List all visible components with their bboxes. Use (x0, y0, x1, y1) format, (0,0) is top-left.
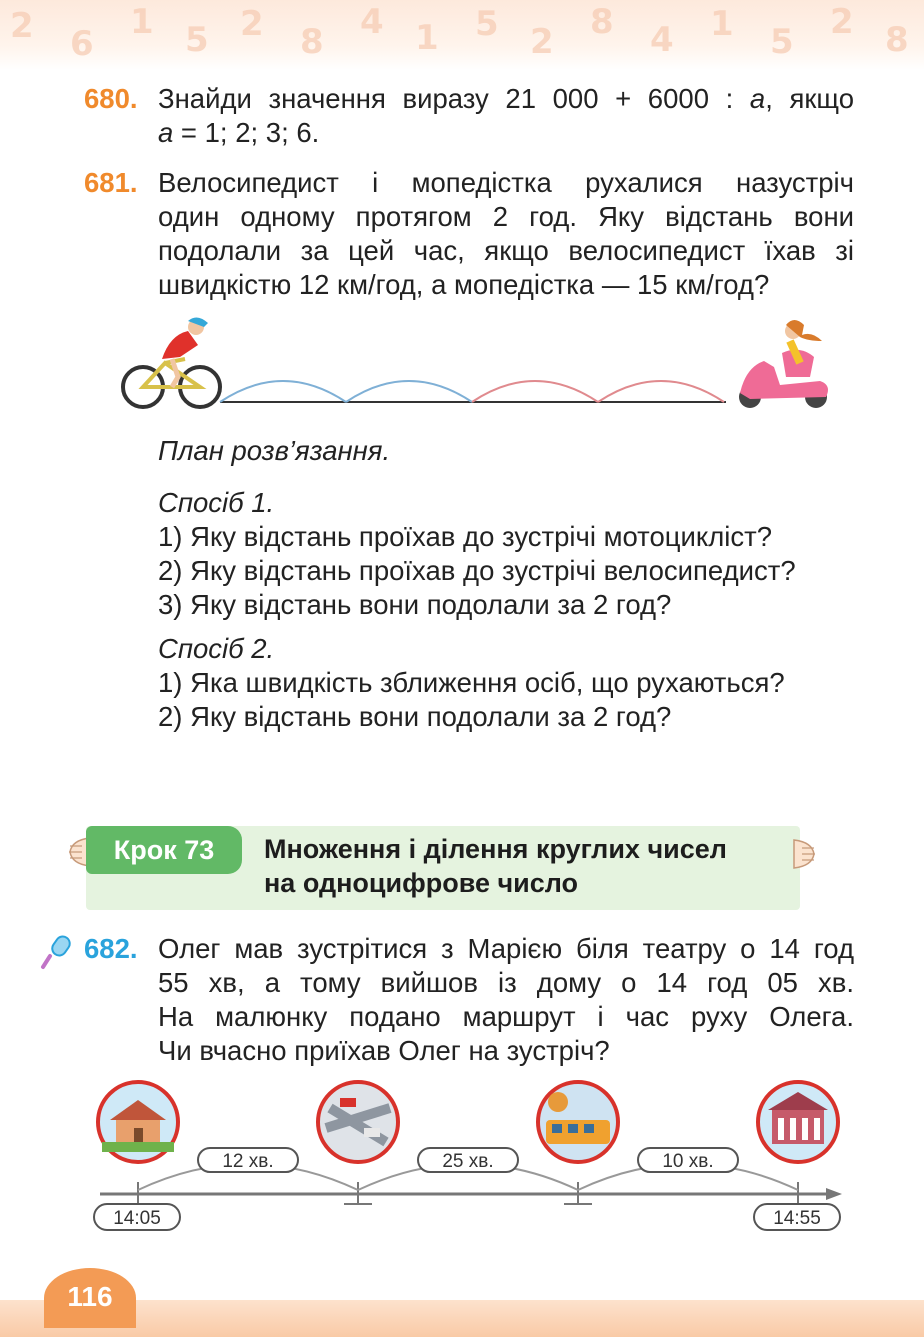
task-line: 55 хв, а тому вийшов із дому о 14 год 05 хв. (158, 967, 854, 998)
task-text (158, 82, 854, 150)
decor-digit: 5 (475, 4, 499, 44)
method-1 (158, 486, 858, 622)
end-time: 14:55 (773, 1208, 821, 1229)
plan-title: План розв’язання. (158, 435, 391, 466)
theater-icon (758, 1082, 838, 1162)
decor-digit: 6 (70, 24, 94, 64)
solution-plan (158, 434, 858, 468)
scooter-icon (739, 320, 828, 408)
segment-label: 12 хв. (222, 1151, 274, 1172)
hand-right-icon (790, 834, 820, 874)
distance-arc-blue (220, 381, 346, 402)
page-number: 116 (44, 1268, 136, 1328)
bottom-decor-band (0, 1300, 924, 1337)
distance-arc-red (472, 381, 598, 402)
decor-digit: 1 (130, 2, 154, 42)
segment-label: 10 хв. (662, 1151, 714, 1172)
step-title-line: на одноцифрове число (264, 868, 579, 898)
microphone-icon (40, 934, 76, 970)
task-line: а = 1; 2; 3; 6. (158, 117, 320, 148)
task-line: один одному протягом 2 год. Яку відстань вони (158, 201, 854, 232)
plan-step: 1) Яка швидкість зближення осіб, що рухаються? (158, 667, 785, 698)
decor-digit: 5 (185, 20, 209, 60)
house-icon (98, 1082, 178, 1162)
start-time: 14:05 (113, 1208, 161, 1229)
step-title-line: Множення і ділення круглих чисел (264, 834, 727, 864)
method-title: Спосіб 2. (158, 633, 275, 664)
plan-step: 2) Яку відстань проїхав до зустрічі велосипедист? (158, 555, 796, 586)
task-text (158, 166, 854, 302)
decor-digit: 2 (530, 22, 554, 62)
decor-digit: 5 (770, 22, 794, 62)
tram-icon (538, 1082, 618, 1162)
step-title (264, 832, 784, 900)
plan-step: 1) Яку відстань проїхав до зустрічі мотоцикліст? (158, 521, 773, 552)
crossroad-icon (318, 1082, 398, 1162)
task-682 (84, 932, 854, 1068)
top-decor-band (0, 0, 924, 70)
task-line: Знайди значення виразу 21 000 + 6000 : а, якщо (158, 83, 854, 114)
plan-step: 2) Яку відстань вони подолали за 2 год? (158, 701, 672, 732)
task-text (158, 932, 854, 1068)
decor-digit: 2 (10, 6, 34, 46)
task-line: Велосипедист і мопедістка рухалися назустріч (158, 167, 854, 198)
distance-arc-red (598, 381, 724, 402)
cyclist-icon (123, 317, 220, 407)
task-line: Олег мав зустрітися з Марією біля театру о 14 год (158, 933, 854, 964)
decor-digit: 8 (885, 20, 909, 60)
distance-arc-blue (346, 381, 472, 402)
route-diagram (90, 1078, 850, 1238)
task-line: На малюнку подано маршрут і час руху Олега. (158, 1001, 854, 1032)
task-number: 682. (84, 933, 138, 964)
decor-digit: 8 (590, 2, 614, 42)
method-2 (158, 632, 858, 734)
task-number: 680. (84, 83, 138, 114)
decor-digit: 2 (240, 4, 264, 44)
timeline-arrow (826, 1188, 842, 1200)
task-line: Чи вчасно приїхав Олег на зустріч? (158, 1035, 610, 1066)
task-number: 681. (84, 167, 138, 198)
decor-digit: 1 (415, 18, 439, 58)
task-680 (84, 82, 854, 150)
decor-digit: 2 (830, 2, 854, 42)
decor-digit: 8 (300, 22, 324, 62)
decor-digit: 4 (650, 20, 674, 60)
task-line: подолали за цей час, якщо велосипедист їхав зі (158, 235, 854, 266)
decor-digit: 1 (710, 4, 734, 44)
task-681 (84, 166, 854, 302)
motion-illustration (110, 315, 840, 415)
decor-digit: 4 (360, 2, 384, 42)
method-title: Спосіб 1. (158, 487, 275, 518)
step-badge: Крок 73 (86, 826, 242, 874)
plan-step: 3) Яку відстань вони подолали за 2 год? (158, 589, 672, 620)
segment-label: 25 хв. (442, 1151, 494, 1172)
task-line: швидкістю 12 км/год, а мопедістка — 15 км/год? (158, 269, 770, 300)
